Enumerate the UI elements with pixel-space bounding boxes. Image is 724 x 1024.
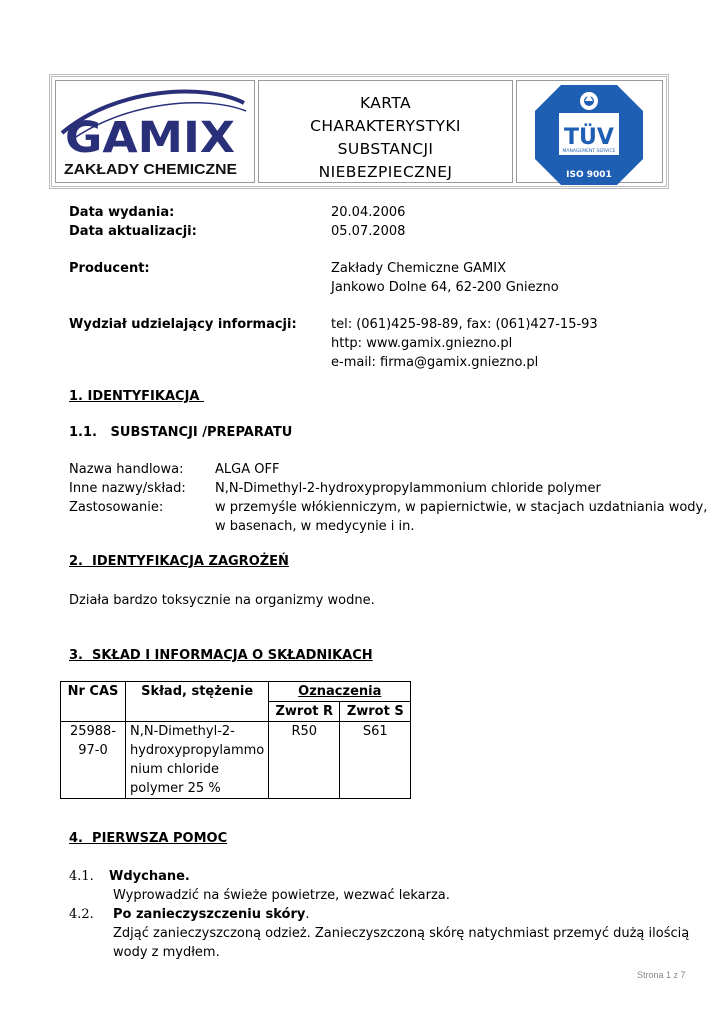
usage-label: Zastosowanie: xyxy=(69,500,164,515)
tuv-iso-badge xyxy=(517,81,662,188)
s-phrase-cell: S61 xyxy=(340,722,411,799)
page-number: Strona 1 z 7 xyxy=(637,970,686,980)
composition-line: polymer 25 % xyxy=(130,781,221,796)
logo-text: GAMIX xyxy=(65,113,235,163)
document-title xyxy=(259,92,512,184)
issue-date-label: Data wydania: xyxy=(69,205,175,220)
table-header-row xyxy=(61,682,411,702)
item-4-2-number: 4.2. xyxy=(69,907,94,922)
title-line: KARTA xyxy=(359,94,411,112)
other-names-label: Inne nazwy/skład: xyxy=(69,481,186,496)
trade-name-value: ALGA OFF xyxy=(215,462,280,477)
col-composition-header: Skład, stężenie xyxy=(126,682,269,722)
document-title-cell xyxy=(258,80,513,183)
certificate-cell xyxy=(516,80,663,183)
update-date-value: 05.07.2008 xyxy=(331,224,406,239)
trade-name-label: Nazwa handlowa: xyxy=(69,462,184,477)
title-line: CHARAKTERYSTYKI xyxy=(310,117,461,135)
cert-iso: ISO 9001 xyxy=(566,170,612,180)
producer-name: Zakłady Chemiczne GAMIX xyxy=(331,261,506,276)
section-3-heading: 3. SKŁAD I INFORMACJA O SKŁADNIKACH xyxy=(69,648,373,663)
r-phrase-cell: R50 xyxy=(269,722,340,799)
item-4-2-text-line: wody z mydłem. xyxy=(113,945,220,960)
company-logo-cell xyxy=(55,80,255,183)
info-phone-fax: tel: (061)425-98-89, fax: (061)427-15-93 xyxy=(331,317,598,332)
composition-table xyxy=(60,681,411,799)
title-line: SUBSTANCJI xyxy=(337,140,434,158)
info-email-link[interactable]: e-mail: firma@gamix.gniezno.pl xyxy=(331,355,539,370)
table-row xyxy=(61,722,411,799)
section-4-heading: 4. PIERWSZA POMOC xyxy=(69,831,228,846)
item-4-1-title: Wdychane. xyxy=(109,869,190,884)
cas-line: 97-0 xyxy=(78,743,108,758)
composition-line: N,N-Dimethyl-2- xyxy=(130,724,235,739)
cert-sub: MANAGEMENT SERVICE xyxy=(562,149,616,154)
usage-value-line: w basenach, w medycynie i in. xyxy=(215,519,415,534)
col-r-header: Zwrot R xyxy=(269,702,340,722)
section-1-1-heading: 1.1. SUBSTANCJI /PREPARATU xyxy=(69,425,293,440)
gamix-logo xyxy=(56,81,254,188)
info-website-link[interactable]: http: www.gamix.gniezno.pl xyxy=(331,336,513,351)
cert-top: TÜV xyxy=(564,125,614,150)
section-2-heading: 2. IDENTYFIKACJA ZAGROŻEŃ xyxy=(69,554,289,569)
composition-line: nium chloride xyxy=(130,762,220,777)
item-4-2-title: Po zanieczyszczeniu skóry xyxy=(113,907,306,922)
cas-line: 25988- xyxy=(69,724,117,739)
item-4-1-text: Wyprowadzić na świeże powietrze, wezwać lekarza. xyxy=(113,888,450,903)
title-line: NIEBEZPIECZNEJ xyxy=(318,163,453,181)
hazard-text: Działa bardzo toksycznie na organizmy wodne. xyxy=(69,593,375,608)
item-4-2-title-line xyxy=(113,905,309,924)
issue-date-value: 20.04.2006 xyxy=(331,205,406,220)
composition-line: hydroxypropylammo xyxy=(130,743,265,758)
document-header xyxy=(49,74,669,189)
col-markings-header: Oznaczenia xyxy=(269,682,411,702)
usage-value-line: w przemyśle włókienniczym, w papiernictwie, w stacjach uzdatniania wody, xyxy=(215,500,708,515)
item-4-1-number: 4.1. xyxy=(69,869,94,884)
info-dept-label: Wydział udzielający informacji: xyxy=(69,317,297,332)
other-names-value: N,N-Dimethyl-2-hydroxypropylammonium chloride polymer xyxy=(215,481,601,496)
section-1-heading: 1. IDENTYFIKACJA xyxy=(69,389,204,404)
company-tagline: ZAKŁADY CHEMICZNE xyxy=(64,161,237,178)
col-s-header: Zwrot S xyxy=(340,702,411,722)
item-4-2-punct: . xyxy=(305,907,310,922)
update-date-label: Data aktualizacji: xyxy=(69,224,197,239)
producer-address: Jankowo Dolne 64, 62-200 Gniezno xyxy=(331,280,559,295)
cas-cell xyxy=(61,722,126,799)
composition-cell xyxy=(126,722,269,799)
producer-label: Producent: xyxy=(69,261,150,276)
col-cas-header: Nr CAS xyxy=(61,682,126,722)
item-4-2-text-line: Zdjąć zanieczyszczoną odzież. Zanieczyszczoną skórę natychmiast przemyć dużą ilością xyxy=(113,926,690,941)
